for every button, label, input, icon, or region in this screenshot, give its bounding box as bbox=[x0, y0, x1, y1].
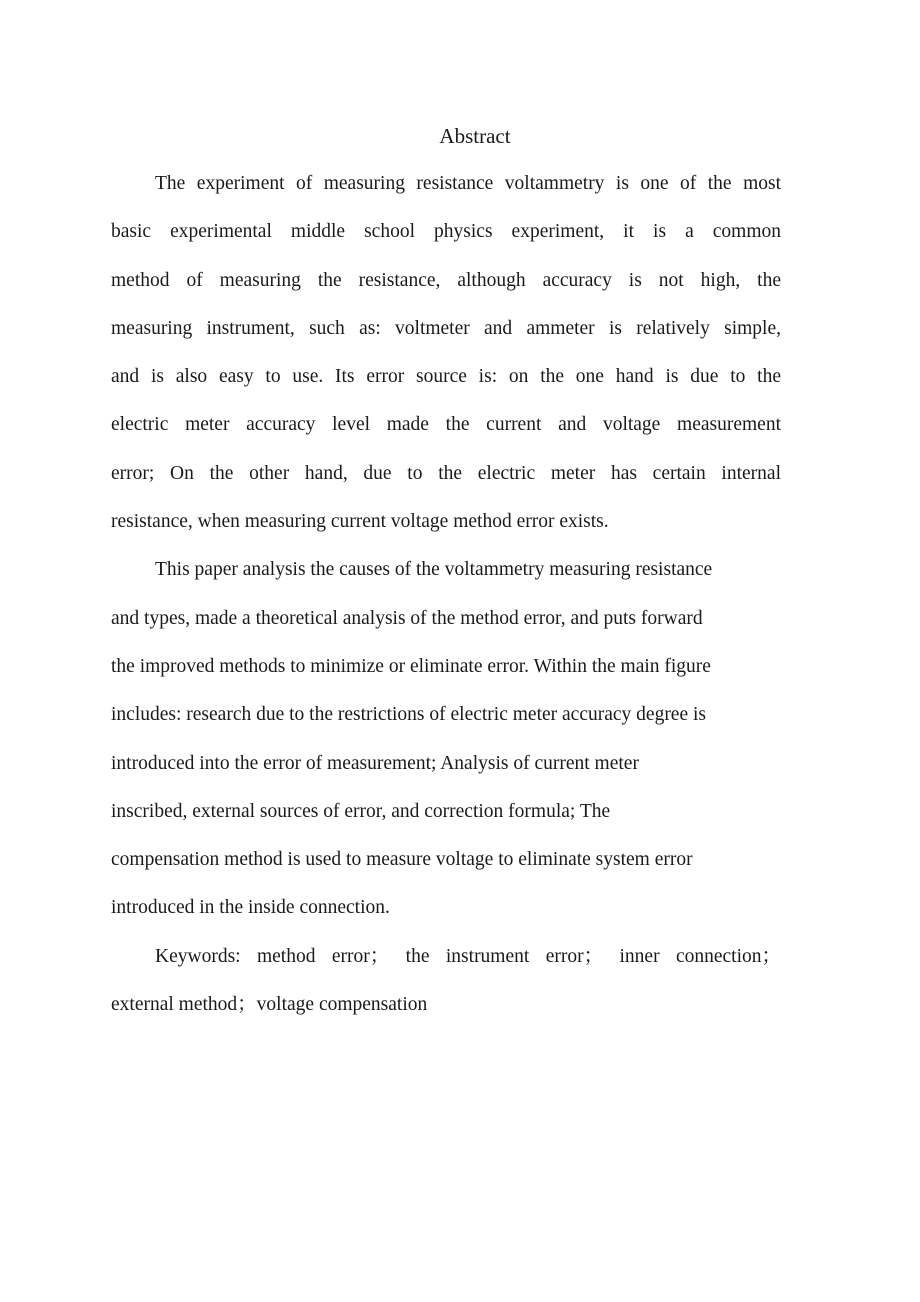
keywords-section bbox=[111, 933, 781, 1030]
text-line: basic experimental middle school physics experiment, it is a common bbox=[111, 221, 781, 243]
keyword-item: method error； bbox=[256, 945, 390, 967]
text-line: This paper analysis the causes of the voltammetry measuring resistance bbox=[155, 559, 713, 581]
keyword-item: inner connection； bbox=[619, 945, 782, 967]
abstract-paragraph-2 bbox=[111, 546, 781, 932]
keywords-line-2 bbox=[111, 981, 781, 1029]
text-line: error; On the other hand, due to the electric meter has certain internal bbox=[111, 462, 781, 484]
keywords-label: Keywords: bbox=[155, 945, 241, 967]
text-line: the improved methods to minimize or eliminate error. Within the main figure bbox=[111, 655, 711, 677]
text-line: introduced in the inside connection. bbox=[111, 897, 390, 919]
keyword-item: voltage compensation bbox=[256, 994, 428, 1016]
keyword-item: the instrument error； bbox=[405, 945, 604, 967]
text-line: includes: research due to the restrictions of electric meter accuracy degree is bbox=[111, 704, 706, 726]
text-line: inscribed, external sources of error, and correction formula; The bbox=[111, 800, 611, 822]
text-line: and is also easy to use. Its error source is: on the one hand is due to the bbox=[111, 366, 781, 388]
text-line: method of measuring the resistance, although accuracy is not high, the bbox=[111, 269, 781, 291]
text-line: resistance, when measuring current voltage method error exists. bbox=[111, 511, 609, 533]
keyword-item: external method； bbox=[111, 994, 257, 1016]
text-line: electric meter accuracy level made the current and voltage measurement bbox=[111, 414, 781, 436]
text-line: The experiment of measuring resistance voltammetry is one of the most bbox=[155, 173, 781, 194]
text-line: measuring instrument, such as: voltmeter and ammeter is relatively simple, bbox=[111, 317, 781, 339]
abstract-body bbox=[111, 160, 781, 1029]
keywords-line-1 bbox=[111, 933, 781, 981]
text-line: introduced into the error of measurement; Analysis of current meter bbox=[111, 752, 639, 774]
text-line: and types, made a theoretical analysis of the method error, and puts forward bbox=[111, 607, 703, 629]
abstract-paragraph-1 bbox=[111, 160, 781, 546]
abstract-title: Abstract bbox=[439, 124, 511, 148]
text-line: compensation method is used to measure voltage to eliminate system error bbox=[111, 849, 693, 871]
